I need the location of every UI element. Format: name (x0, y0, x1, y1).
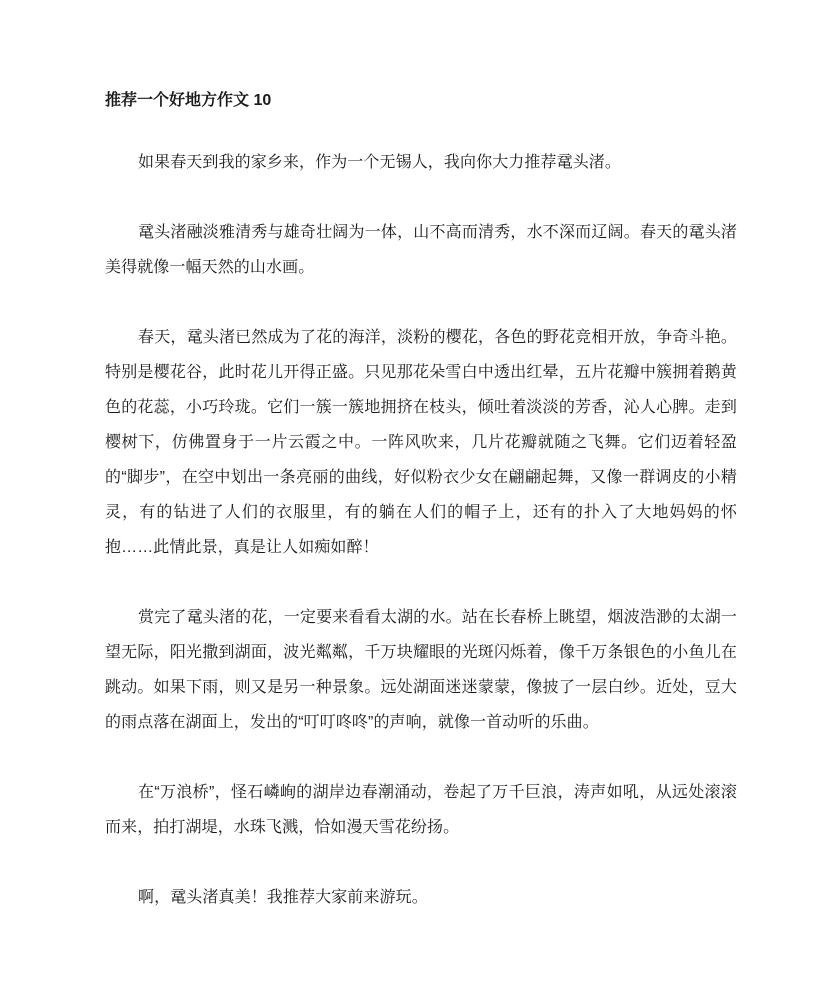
paragraph-flowers: 春天，鼋头渚已然成为了花的海洋，淡粉的樱花，各色的野花竞相开放，争奇斗艳。特别是樱花谷，此时花儿开得正盛。只见那花朵雪白中透出红晕，五片花瓣中簇拥着鹅黄色的花蕊，小巧玲珑。它们一簇一簇地拥挤在枝头，倾吐着淡淡的芳香，沁人心脾。走到樱树下，仿佛置身于一片云霞之中。一阵风吹来，几片花瓣就随之飞舞。它们迈着轻盈的“脚步”，在空中划出一条亮丽的曲线，好似粉衣少女在翩翩起舞，又像一群调皮的小精灵，有的钻进了人们的衣服里，有的躺在人们的帽子上，还有的扑入了大地妈妈的怀抱……此情此景，真是让人如痴如醉！ (105, 329, 737, 556)
paragraph-conclusion: 啊，鼋头渚真美！我推荐大家前来游玩。 (138, 889, 428, 906)
document-title: 推荐一个好地方作文 10 (105, 92, 272, 109)
paragraph-intro: 如果春天到我的家乡来，作为一个无锡人，我向你大力推荐鼋头渚。 (138, 154, 622, 171)
paragraph-waves: 在“万浪桥”，怪石嶙峋的湖岸边春潮涌动，卷起了万千巨浪，涛声如吼，从远处滚滚而来，拍打湖堤，水珠飞溅，恰如漫天雪花纷扬。 (105, 784, 737, 836)
paragraph-overview: 鼋头渚融淡雅清秀与雄奇壮阔为一体，山不高而清秀，水不深而辽阔。春天的鼋头渚美得就像一幅天然的山水画。 (105, 224, 737, 276)
document-page (105, 83, 737, 950)
paragraph-lake: 赏完了鼋头渚的花，一定要来看看太湖的水。站在长春桥上眺望，烟波浩渺的太湖一望无际，阳光撒到湖面，波光粼粼，千万块耀眼的光斑闪烁着，像千万条银色的小鱼儿在跳动。如果下雨，则又是另一种景象。远处湖面迷迷蒙蒙，像披了一层白纱。近处，豆大的雨点落在湖面上，发出的“叮叮咚咚”的声响，就像一首动听的乐曲。 (105, 609, 737, 731)
